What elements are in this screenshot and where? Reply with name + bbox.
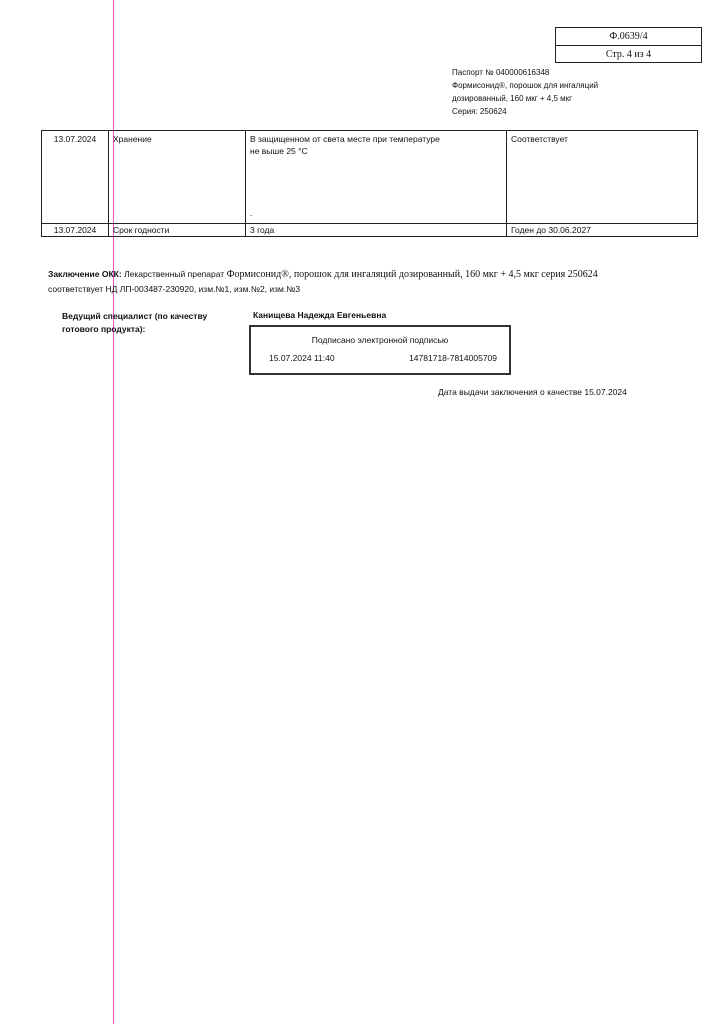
specialist-role-line2: готового продукта): [62,324,146,334]
test-requirement [246,131,507,224]
test-result: Годен до 30.06.2027 [507,224,698,237]
test-requirement: 3 года [246,224,507,237]
requirement-mark: . [250,208,253,218]
specialist-role-line1: Ведущий специалист (по качеству [62,311,208,321]
test-result: Соответствует [507,131,698,224]
table-row [42,224,698,237]
conclusion-label: Заключение ОКК: [48,269,122,279]
product-name-line1: Формисонид®, порошок для ингаляций [452,81,599,90]
electronic-signature-stamp [249,325,511,375]
specialist-role [62,310,232,336]
page-number: Стр. 4 из 4 [605,49,652,60]
signature-datetime: 15.07.2024 11:40 [269,353,335,363]
form-code-box [555,27,702,63]
signature-id: 14781718-7814005709 [409,353,497,363]
conclusion-lead: Лекарственный препарат [124,269,225,279]
test-parameter: Срок годности [109,224,246,237]
conclusion-line1 [48,267,688,282]
test-parameter: Хранение [109,131,246,224]
conclusion-line2: соответствует НД ЛП-003487-230920, изм.№1, изм.№2, изм.№3 [48,284,301,294]
test-date: 13.07.2024 [42,224,109,237]
passport-header [452,66,652,118]
test-date: 13.07.2024 [42,131,109,224]
test-results-table [41,130,698,237]
specialist-name: Канищева Надежда Евгеньевна [253,310,387,320]
product-series: Серия: 250624 [452,107,507,116]
form-code: Ф.0639/4 [556,28,701,46]
issue-date: Дата выдачи заключения о качестве 15.07.2024 [438,387,627,397]
qc-conclusion [48,267,688,297]
passport-number: Паспорт № 040000616348 [452,68,550,77]
product-name-line2: дозированный, 160 мкг + 4,5 мкг [452,94,573,103]
conclusion-product: Формисонид®, порошок для ингаляций дозированный, 160 мкг + 4,5 мкг серия 250624 [226,269,598,280]
requirement-line2: не выше 25 °C [250,146,308,156]
signature-title: Подписано электронной подписью [311,335,449,345]
requirement-line1: В защищенном от света месте при температуре [250,134,440,144]
table-row [42,131,698,224]
